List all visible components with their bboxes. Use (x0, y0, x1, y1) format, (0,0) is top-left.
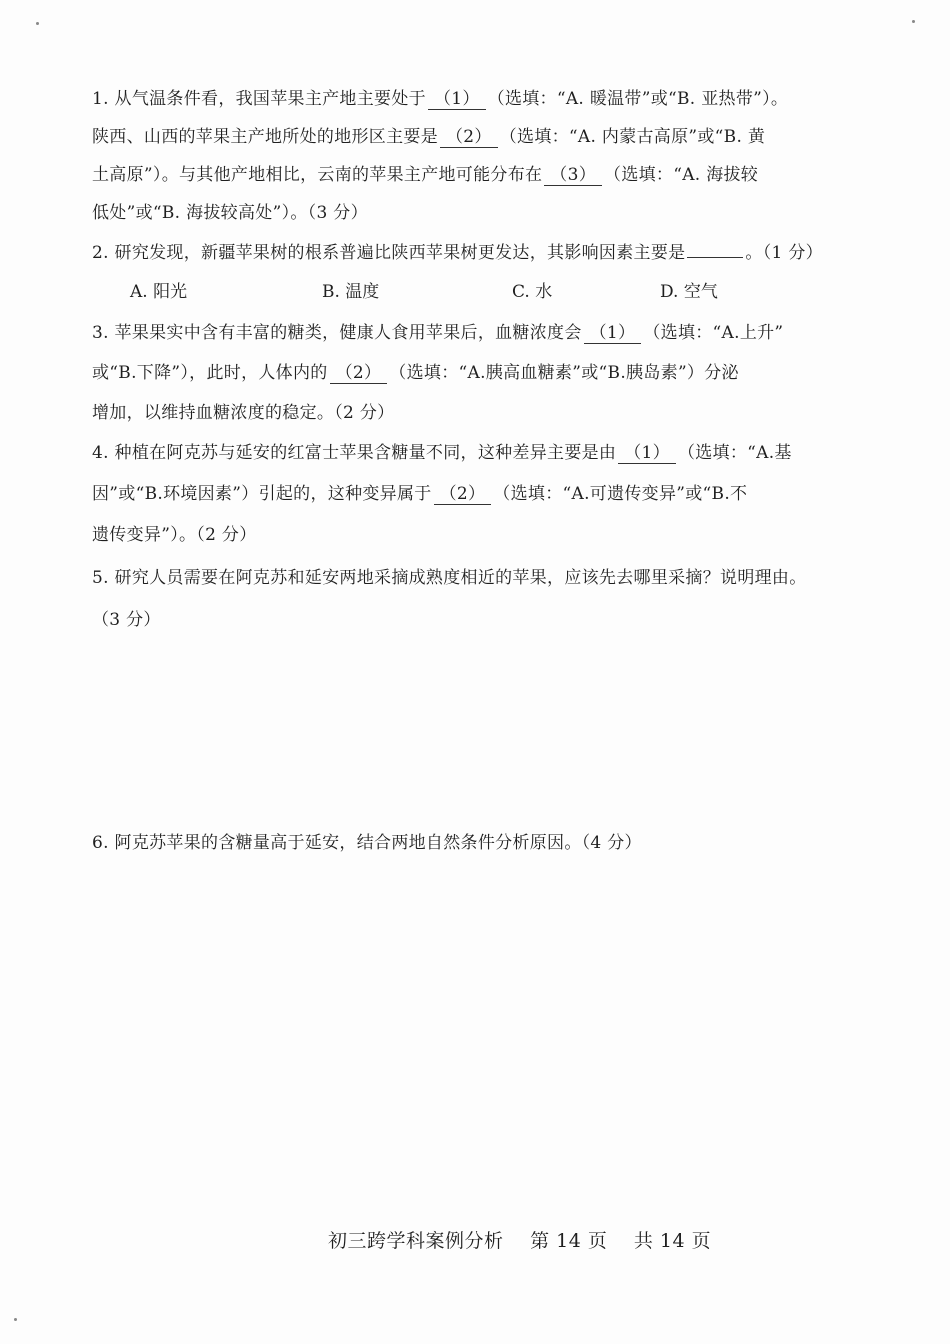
q4-text: 4. 种植在阿克苏与延安的红富士苹果含糖量不同，这种差异主要是由 (92, 443, 617, 463)
q1-blank-1: （1） (428, 84, 486, 110)
q2-stem (92, 238, 823, 263)
q1-choices: （选填：“A. 暖温带”或“B. 亚热带”）。 (487, 89, 789, 109)
q1-text: 陕西、山西的苹果主产地所处的地形区主要是 (92, 127, 438, 147)
footer-page-number: 第 14 页 (530, 1230, 608, 1252)
q1-text: 1. 从气温条件看，我国苹果主产地主要处于 (92, 89, 426, 109)
q2-option-d: D. 空气 (660, 282, 718, 302)
q4-line-3: 遗传变异”）。（2 分） (92, 525, 257, 545)
q1-choices: （选填：“A. 海拔较 (604, 165, 759, 185)
q1-choices: （选填：“A. 内蒙古高原”或“B. 黄 (499, 127, 766, 147)
q4-line-1 (92, 438, 792, 464)
q4-text: 因”或“B.环境因素”）引起的，这种变异属于 (92, 484, 432, 504)
q1-line-1 (92, 84, 788, 110)
q2-option-c: C. 水 (512, 282, 553, 302)
q4-choices: （选填：“A.可遗传变异”或“B.不 (493, 484, 748, 504)
q2-option-b: B. 温度 (322, 282, 380, 302)
scan-speck (14, 1318, 17, 1321)
q1-line-3 (92, 160, 758, 186)
q1-text: 土高原”）。与其他产地相比，云南的苹果主产地可能分布在 (92, 165, 543, 185)
footer-total-pages: 共 14 页 (633, 1230, 712, 1252)
q2-blank (687, 240, 743, 258)
q3-line-1 (92, 318, 783, 344)
q1-line-4: 低处”或“B. 海拔较高处”）。（3 分） (92, 203, 368, 223)
q1-line-2 (92, 122, 765, 148)
q3-choices: （选填：“A.胰高血糖素”或“B.胰岛素”）分泌 (389, 363, 739, 383)
q1-blank-3: （3） (544, 160, 602, 186)
page-footer (328, 1226, 731, 1253)
q2-text: 2. 研究发现，新疆苹果树的根系普遍比陕西苹果树更发达，其影响因素主要是 (92, 243, 686, 263)
scan-speck (912, 20, 915, 23)
q3-text: 或“B.下降”），此时，人体内的 (92, 363, 328, 383)
q3-line-2 (92, 358, 739, 384)
q1-blank-2: （2） (440, 122, 498, 148)
q3-text: 3. 苹果果实中含有丰富的糖类，健康人食用苹果后，血糖浓度会 (92, 323, 582, 343)
q3-blank-2: （2） (330, 358, 388, 384)
q3-blank-1: （1） (584, 318, 642, 344)
q6-line-1: 6. 阿克苏苹果的含糖量高于延安，结合两地自然条件分析原因。（4 分） (92, 833, 642, 853)
q5-line-1: 5. 研究人员需要在阿克苏和延安两地采摘成熟度相近的苹果，应该先去哪里采摘？说明理由。 (92, 568, 807, 588)
q4-line-2 (92, 479, 747, 505)
q5-line-2: （3 分） (92, 610, 161, 630)
q2-option-a: A. 阳光 (130, 282, 188, 302)
q2-score: 。（1 分） (745, 243, 823, 263)
q4-choices: （选填：“A.基 (677, 443, 792, 463)
footer-subject: 初三跨学科案例分析 (328, 1230, 504, 1252)
scan-speck (36, 22, 39, 25)
q3-choices: （选填：“A.上升” (643, 323, 784, 343)
q3-line-3: 增加，以维持血糖浓度的稳定。（2 分） (92, 403, 395, 423)
q4-blank-1: （1） (618, 438, 676, 464)
q4-blank-2: （2） (434, 479, 492, 505)
